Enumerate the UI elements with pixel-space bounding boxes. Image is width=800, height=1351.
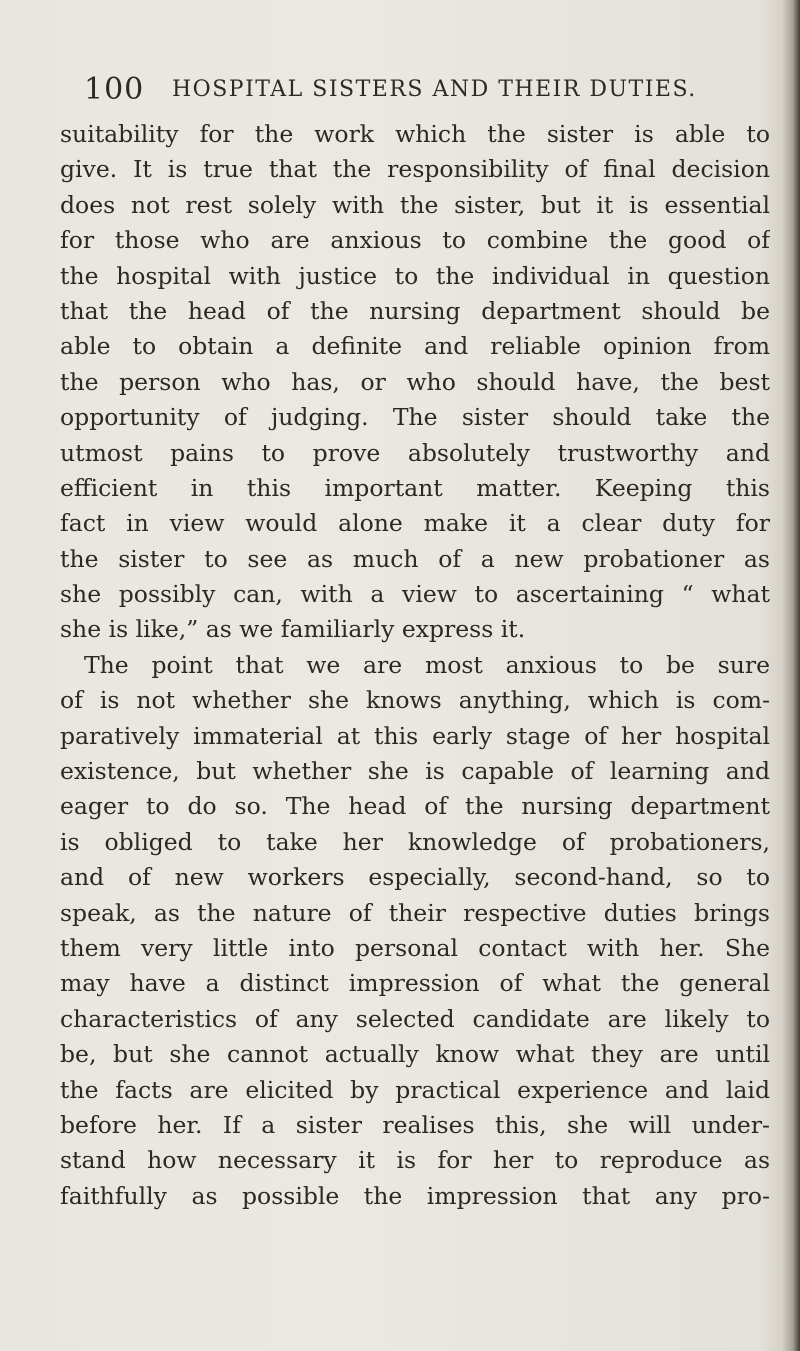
text-line: does not rest solely with the sister, but it is essential (60, 190, 770, 219)
text-line: eager to do so. The head of the nursing department (60, 792, 770, 821)
page-header (84, 72, 697, 112)
paragraph-end-line: she is like,” as we familiarly express it. (60, 615, 526, 644)
text-line: fact in view would alone make it a clear duty for (60, 509, 770, 538)
text-line: paratively immaterial at this early stage of her hospital (60, 721, 770, 750)
text-line: for those who are anxious to combine the good of (60, 226, 770, 255)
text-line: speak, as the nature of their respective duties brings (60, 898, 770, 927)
text-line: of is not whether she knows anything, which is com- (60, 686, 770, 715)
text-line: utmost pains to prove absolutely trustworthy and (60, 438, 770, 467)
text-line: before her. If a sister realises this, she will under- (60, 1110, 770, 1139)
text-line: characteristics of any selected candidate are likely to (60, 1004, 770, 1033)
paragraph-start-line: The point that we are most anxious to be sure (84, 650, 770, 679)
body-text (60, 117, 770, 1214)
text-line: may have a distinct impression of what the general (60, 969, 770, 998)
text-line: is obliged to take her knowledge of probationers, (60, 827, 770, 856)
text-line: the person who has, or who should have, the best (60, 367, 770, 396)
text-line: them very little into personal contact with her. She (60, 933, 770, 962)
text-line: that the head of the nursing department should be (60, 296, 770, 325)
text-line: she possibly can, with a view to ascertaining “ what (60, 580, 770, 609)
text-line: able to obtain a definite and reliable opinion from (60, 332, 770, 361)
running-title: HOSPITAL SISTERS AND THEIR DUTIES. (172, 77, 697, 102)
text-line: and of new workers especially, second-hand, so to (60, 863, 770, 892)
text-line: suitability for the work which the sister is able to (60, 120, 770, 148)
text-line: existence, but whether she is capable of learning and (60, 757, 770, 786)
text-line: give. It is true that the responsibility of final decision (60, 155, 770, 184)
text-line: the sister to see as much of a new probationer as (60, 544, 770, 573)
text-line: faithfully as possible the impression that any pro- (60, 1181, 770, 1210)
text-line: the hospital with justice to the individual in question (60, 261, 770, 290)
text-line: the facts are elicited by practical experience and laid (60, 1075, 770, 1104)
text-line: efficient in this important matter. Keeping this (60, 473, 770, 502)
page-number: 100 (84, 72, 145, 107)
text-line: stand how necessary it is for her to reproduce as (60, 1146, 770, 1175)
page-edge-shadow (782, 0, 800, 1351)
text-line: opportunity of judging. The sister should take the (60, 403, 770, 432)
text-line: be, but she cannot actually know what they are until (60, 1040, 770, 1069)
